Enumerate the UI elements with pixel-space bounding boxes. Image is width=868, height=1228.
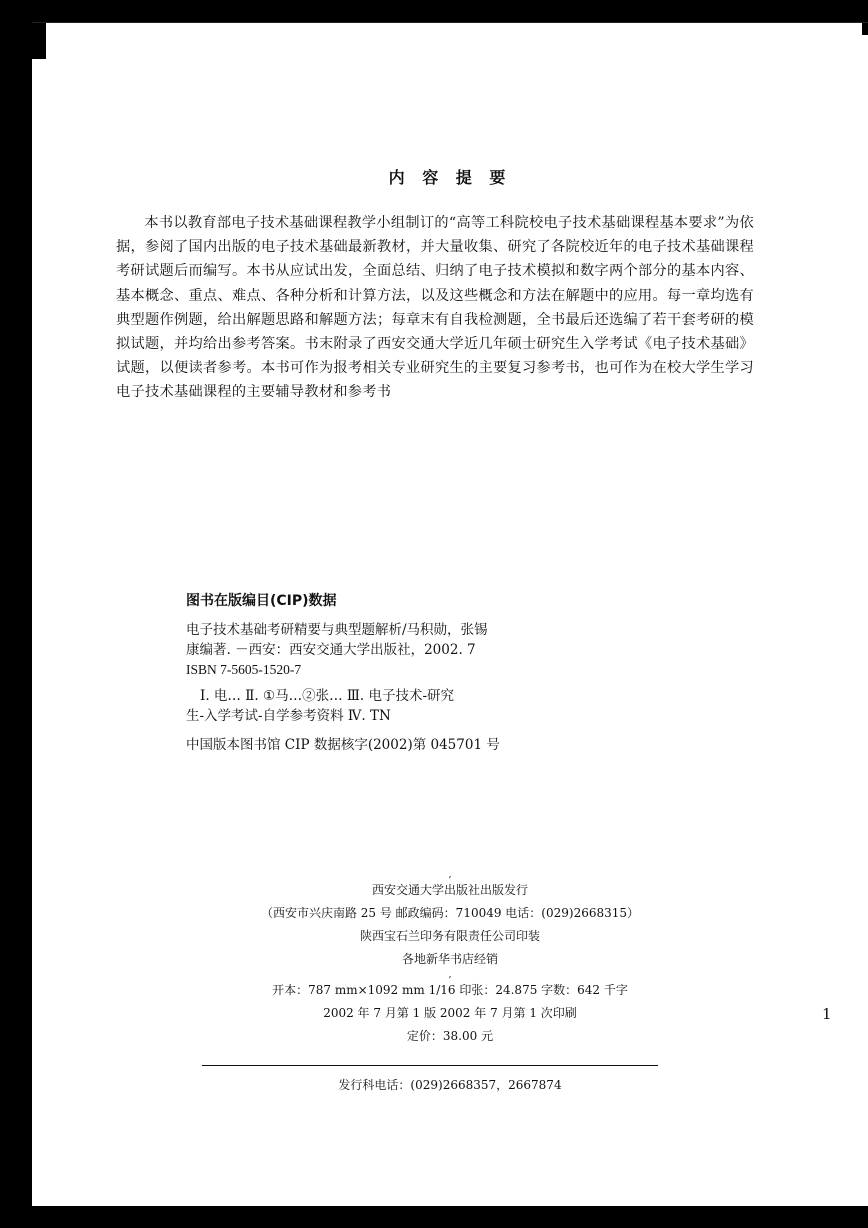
abstract-paragraph: 本书以教育部电子技术基础课程教学小组制订的“高等工科院校电子技术基础课程基本要求”为依据，参阅了国内出版的电子技术基础最新教材，并大量收集、研究了各院校近年的电子技术基础课程考研试题后而编写。本书从应试出发，全面总结、归纳了电子技术模拟和数字两个部分的基本内容、基本概念、重点、难点、各种分析和计算方法，以及这些概念和方法在解题中的应用。每一章均选有典型题作例题，给出解题思路和解题方法；每章末有自我检测题，全书最后还选编了若干套考研的模拟试题，并均给出参考答案。书末附录了西安交通大学近几年硕士研究生入学考试《电子技术基础》试题，以便读者参考。本书可作为报考相关专业研究生的主要复习参考书，也可作为在校大学生学习电子技术基础课程的主要辅导教材和参考书 [116,215,754,401]
cip-record: 中国版本图书馆 CIP 数据核字(2002)第 045701 号 [186,737,500,753]
sales-phone: 发行科电话：(029)2668357，2667874 [338,1078,562,1092]
page-title: 内 容 提 要 [388,168,512,187]
imprint-distributor: 各地新华书店经销 [401,952,498,966]
cip-isbn: ISBN 7-5605-1520-7 [186,662,302,677]
imprint-address: （西安市兴庆南路 25 号 邮政编码：710049 电话：(029)2668315） [260,906,640,920]
cip-class-line2: 生-入学考试-自学参考资料 Ⅳ. TN [186,707,391,724]
cip-heading: 图书在版编目(CIP)数据 [186,593,337,609]
cip-class-line1: Ⅰ. 电… Ⅱ. ①马…②张… Ⅲ. 电子技术-研究 [200,688,455,704]
cip-entry [186,621,616,680]
cip-entry-line2: 康编著. －西安：西安交通大学出版社，2002. 7 [186,641,476,658]
cip-classification [186,687,616,726]
imprint-edition: 2002 年 7 月第 1 版 2002 年 7 月第 1 次印刷 [323,1006,577,1020]
imprint-printer: 陕西宝石兰印务有限责任公司印装 [359,929,540,943]
imprint-specs: 开本：787 mm×1092 mm 1/16 印张：24.875 字数：642 千字 [272,983,628,997]
imprint-price: 定价：38.00 元 [406,1029,494,1043]
page-number: 1 [822,1005,832,1023]
scan-shadow-right [862,23,868,35]
tick-mark: , [448,970,452,980]
book-page [32,22,868,1206]
scan-shadow [32,23,46,59]
tick-mark: , [448,870,452,880]
imprint-publisher: 西安交通大学出版社出版发行 [371,883,528,897]
cip-entry-line1: 电子技术基础考研精要与典型题解析/马积勋，张锡 [186,622,488,638]
imprint-block [32,871,868,1048]
divider-rule [202,1065,658,1066]
